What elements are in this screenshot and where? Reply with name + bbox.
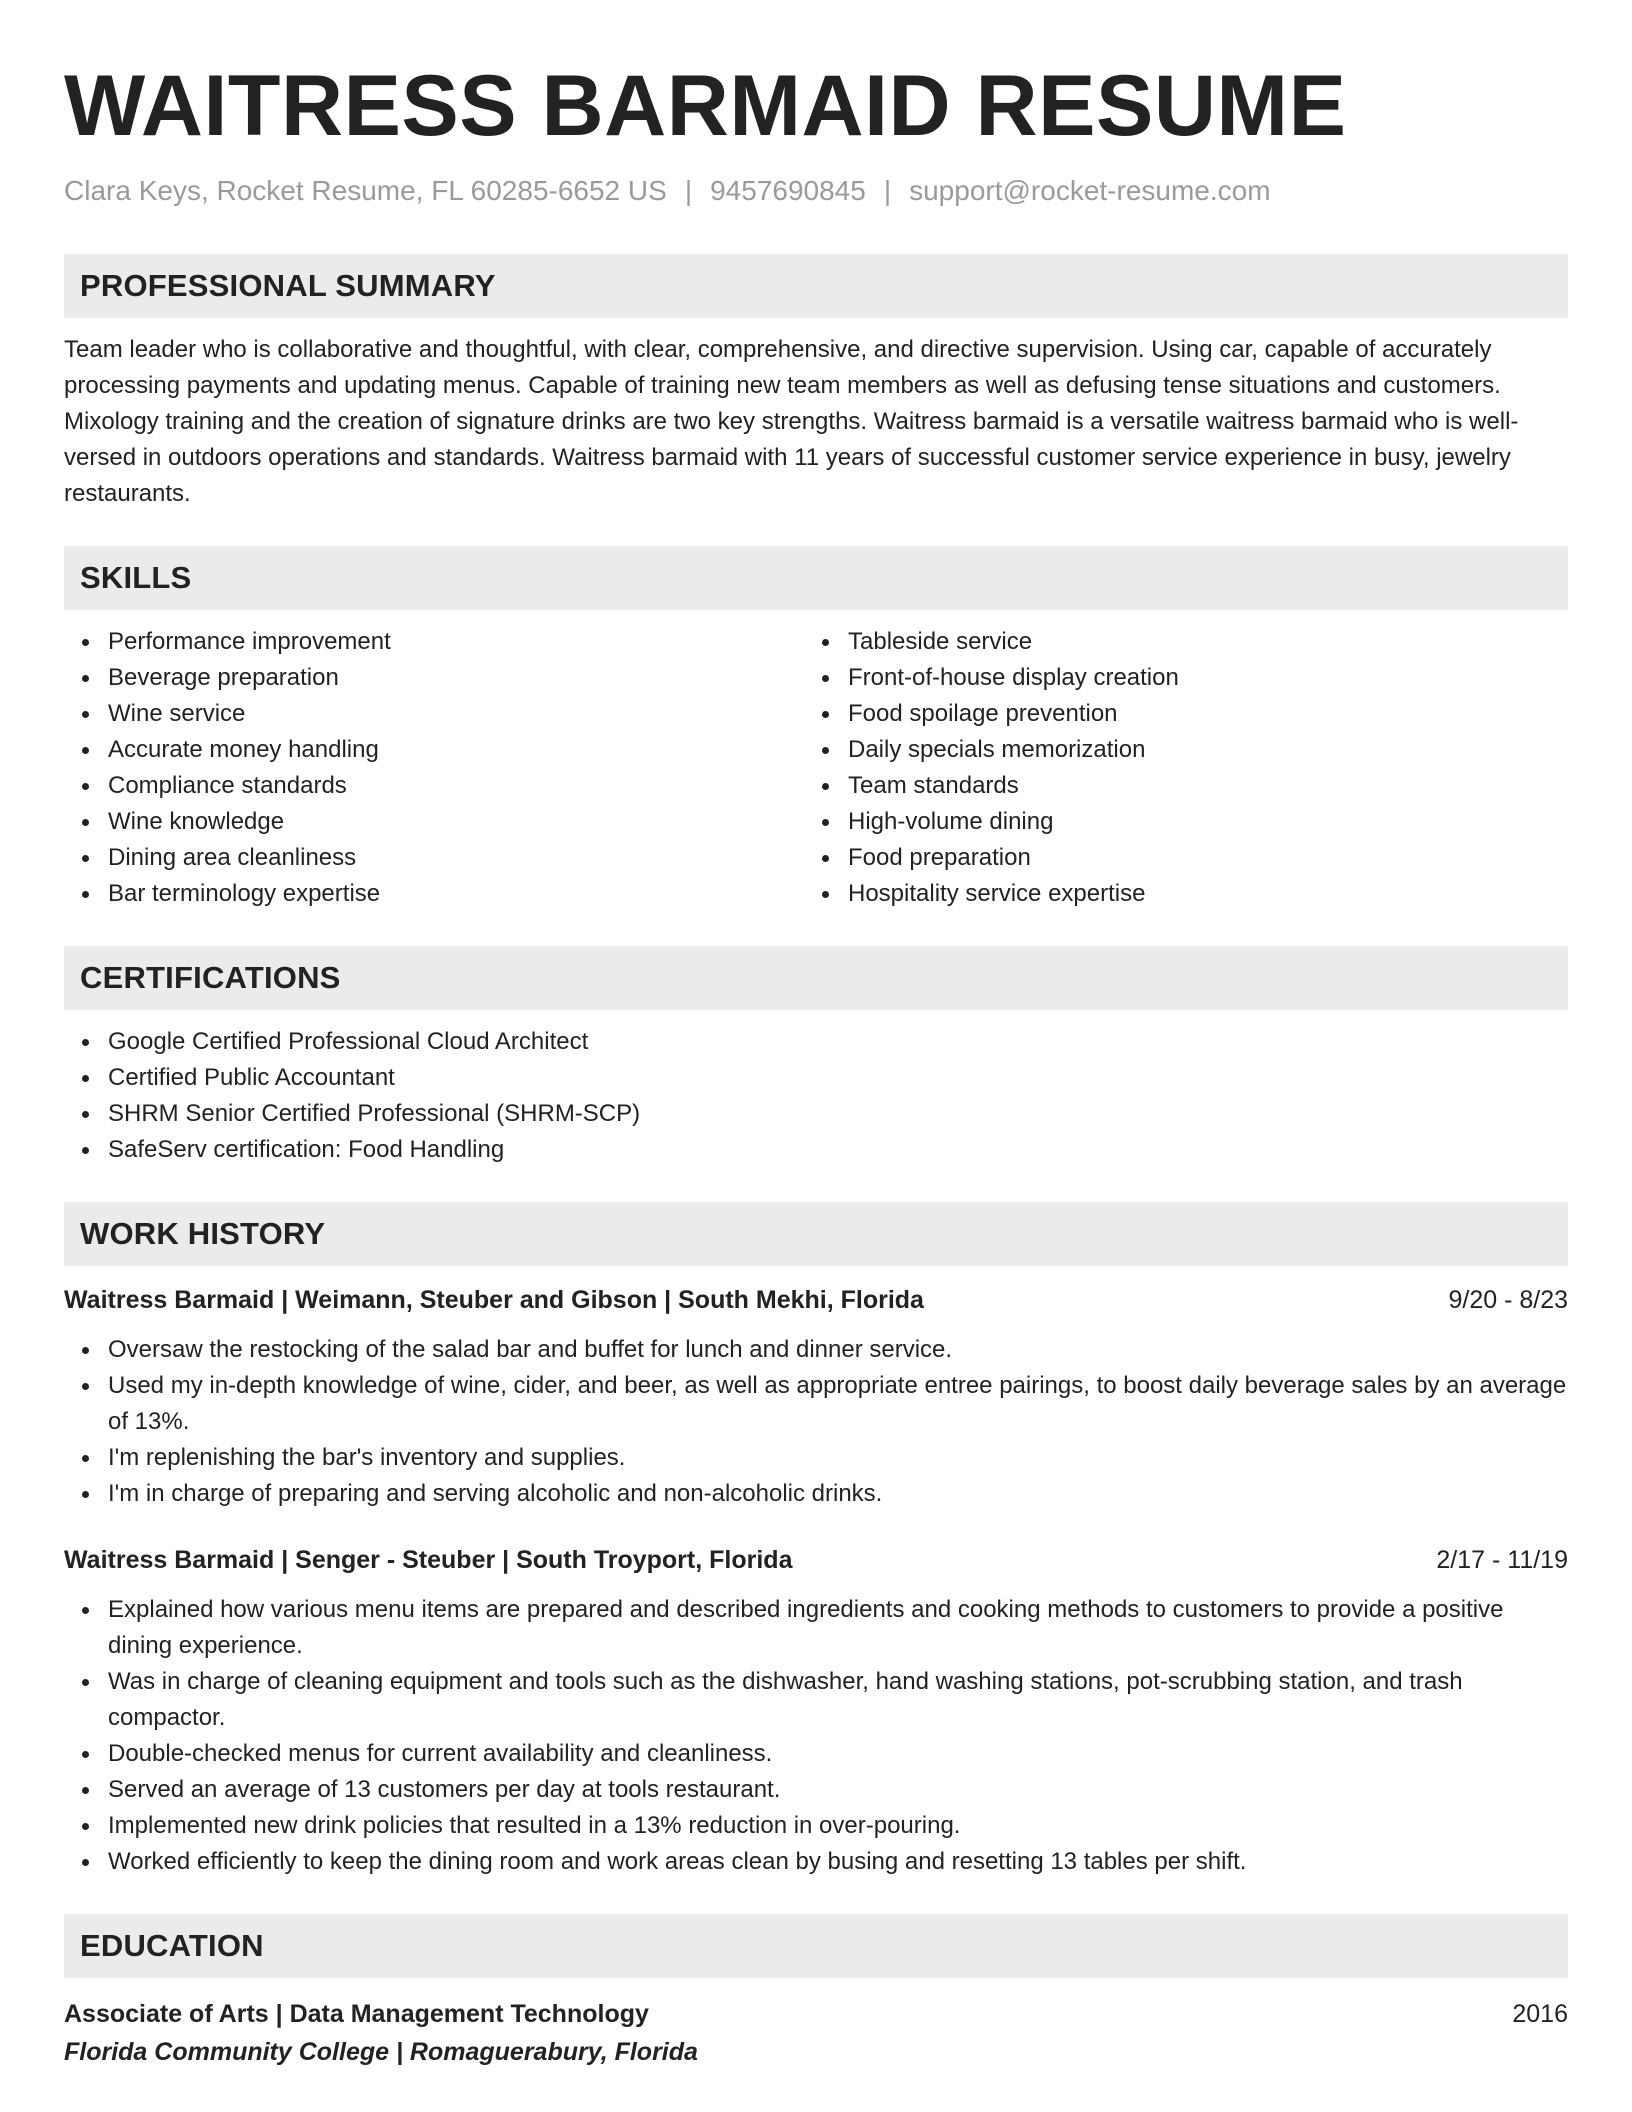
- education-entry: [64, 1996, 1568, 2072]
- certifications-heading: CERTIFICATIONS: [64, 946, 1568, 1010]
- job-title: Waitress Barmaid | Weimann, Steuber and Gibson | South Mekhi, Florida: [64, 1286, 924, 1314]
- skill-item: Food preparation: [848, 840, 1544, 876]
- skill-item: Team standards: [848, 768, 1544, 804]
- job-entry: [64, 1282, 1568, 1512]
- job-bullet: Oversaw the restocking of the salad bar and buffet for lunch and dinner service.: [108, 1332, 1568, 1368]
- job-bullet: Served an average of 13 customers per day at tools restaurant.: [108, 1772, 1568, 1808]
- education-header: [64, 1996, 1568, 2032]
- skill-item: Front-of-house display creation: [848, 660, 1544, 696]
- certifications-list: [64, 1024, 1568, 1168]
- contact-separator: |: [883, 175, 892, 206]
- job-header: [64, 1282, 1568, 1318]
- work-history-heading: WORK HISTORY: [64, 1202, 1568, 1266]
- education-degree: Associate of Arts | Data Management Technology: [64, 2000, 649, 2028]
- job-bullet: Worked efficiently to keep the dining room and work areas clean by busing and resetting 13 tables per shift.: [108, 1844, 1568, 1880]
- contact-separator: |: [684, 175, 693, 206]
- contact-line: [64, 174, 1568, 208]
- job-bullet: Was in charge of cleaning equipment and tools such as the dishwasher, hand washing stations, pot-scrubbing station, and trash compactor.: [108, 1664, 1568, 1736]
- summary-heading: PROFESSIONAL SUMMARY: [64, 254, 1568, 318]
- skills-list: [64, 624, 1568, 912]
- summary-text: Team leader who is collaborative and thoughtful, with clear, comprehensive, and directive supervision. Using car, capable of accurately processing payments and updating menus. Capable of training new team members as well as defusing tense situations and customers. Mixology training and the creation of signature drinks are two key strengths. Waitress barmaid is a versatile waitress barmaid who is well-versed in outdoors operations and standards. Waitress barmaid with 11 years of successful customer service experience in busy, jewelry restaurants.: [64, 336, 1519, 507]
- job-dates: 2/17 - 11/19: [1436, 1546, 1568, 1574]
- skill-item: Daily specials memorization: [848, 732, 1544, 768]
- skill-item: Bar terminology expertise: [108, 876, 804, 912]
- skills-heading: SKILLS: [64, 546, 1568, 610]
- certification-item: SHRM Senior Certified Professional (SHRM-SCP): [108, 1096, 1568, 1132]
- job-bullet: I'm replenishing the bar's inventory and supplies.: [108, 1440, 1568, 1476]
- skill-item: Beverage preparation: [108, 660, 804, 696]
- resume-title: WAITRESS BARMAID RESUME: [64, 58, 1347, 154]
- skill-item: Dining area cleanliness: [108, 840, 804, 876]
- skill-item: Food spoilage prevention: [848, 696, 1544, 732]
- job-header: [64, 1542, 1568, 1578]
- contact-phone: 9457690845: [710, 175, 866, 206]
- education-heading: EDUCATION: [64, 1914, 1568, 1978]
- skill-item: Wine knowledge: [108, 804, 804, 840]
- skill-item: Accurate money handling: [108, 732, 804, 768]
- skill-item: High-volume dining: [848, 804, 1544, 840]
- skill-item: Hospitality service expertise: [848, 876, 1544, 912]
- job-title: Waitress Barmaid | Senger - Steuber | South Troyport, Florida: [64, 1546, 793, 1574]
- job-bullets: [64, 1332, 1568, 1512]
- job-entry: [64, 1542, 1568, 1880]
- job-bullet: I'm in charge of preparing and serving alcoholic and non-alcoholic drinks.: [108, 1476, 1568, 1512]
- skill-item: Performance improvement: [108, 624, 804, 660]
- job-bullet: Explained how various menu items are prepared and described ingredients and cooking methods to customers to provide a positive dining experience.: [108, 1592, 1568, 1664]
- job-dates: 9/20 - 8/23: [1448, 1286, 1568, 1314]
- job-bullet: Implemented new drink policies that resulted in a 13% reduction in over-pouring.: [108, 1808, 1568, 1844]
- skill-item: Compliance standards: [108, 768, 804, 804]
- job-bullet: Used my in-depth knowledge of wine, cider, and beer, as well as appropriate entree pairings, to boost daily beverage sales by an average of 13%.: [108, 1368, 1568, 1440]
- skills-column-right: [804, 624, 1544, 912]
- certification-item: Google Certified Professional Cloud Architect: [108, 1024, 1568, 1060]
- contact-email: support@rocket-resume.com: [909, 175, 1271, 206]
- education-school: Florida Community College | Romaguerabury, Florida: [64, 2038, 698, 2066]
- certification-item: Certified Public Accountant: [108, 1060, 1568, 1096]
- job-bullet: Double-checked menus for current availability and cleanliness.: [108, 1736, 1568, 1772]
- skill-item: Tableside service: [848, 624, 1544, 660]
- contact-address: Clara Keys, Rocket Resume, FL 60285-6652 US: [64, 175, 667, 206]
- skills-column-left: [64, 624, 804, 912]
- skill-item: Wine service: [108, 696, 804, 732]
- certification-item: SafeServ certification: Food Handling: [108, 1132, 1568, 1168]
- education-year: 2016: [1512, 2000, 1568, 2028]
- job-bullets: [64, 1592, 1568, 1880]
